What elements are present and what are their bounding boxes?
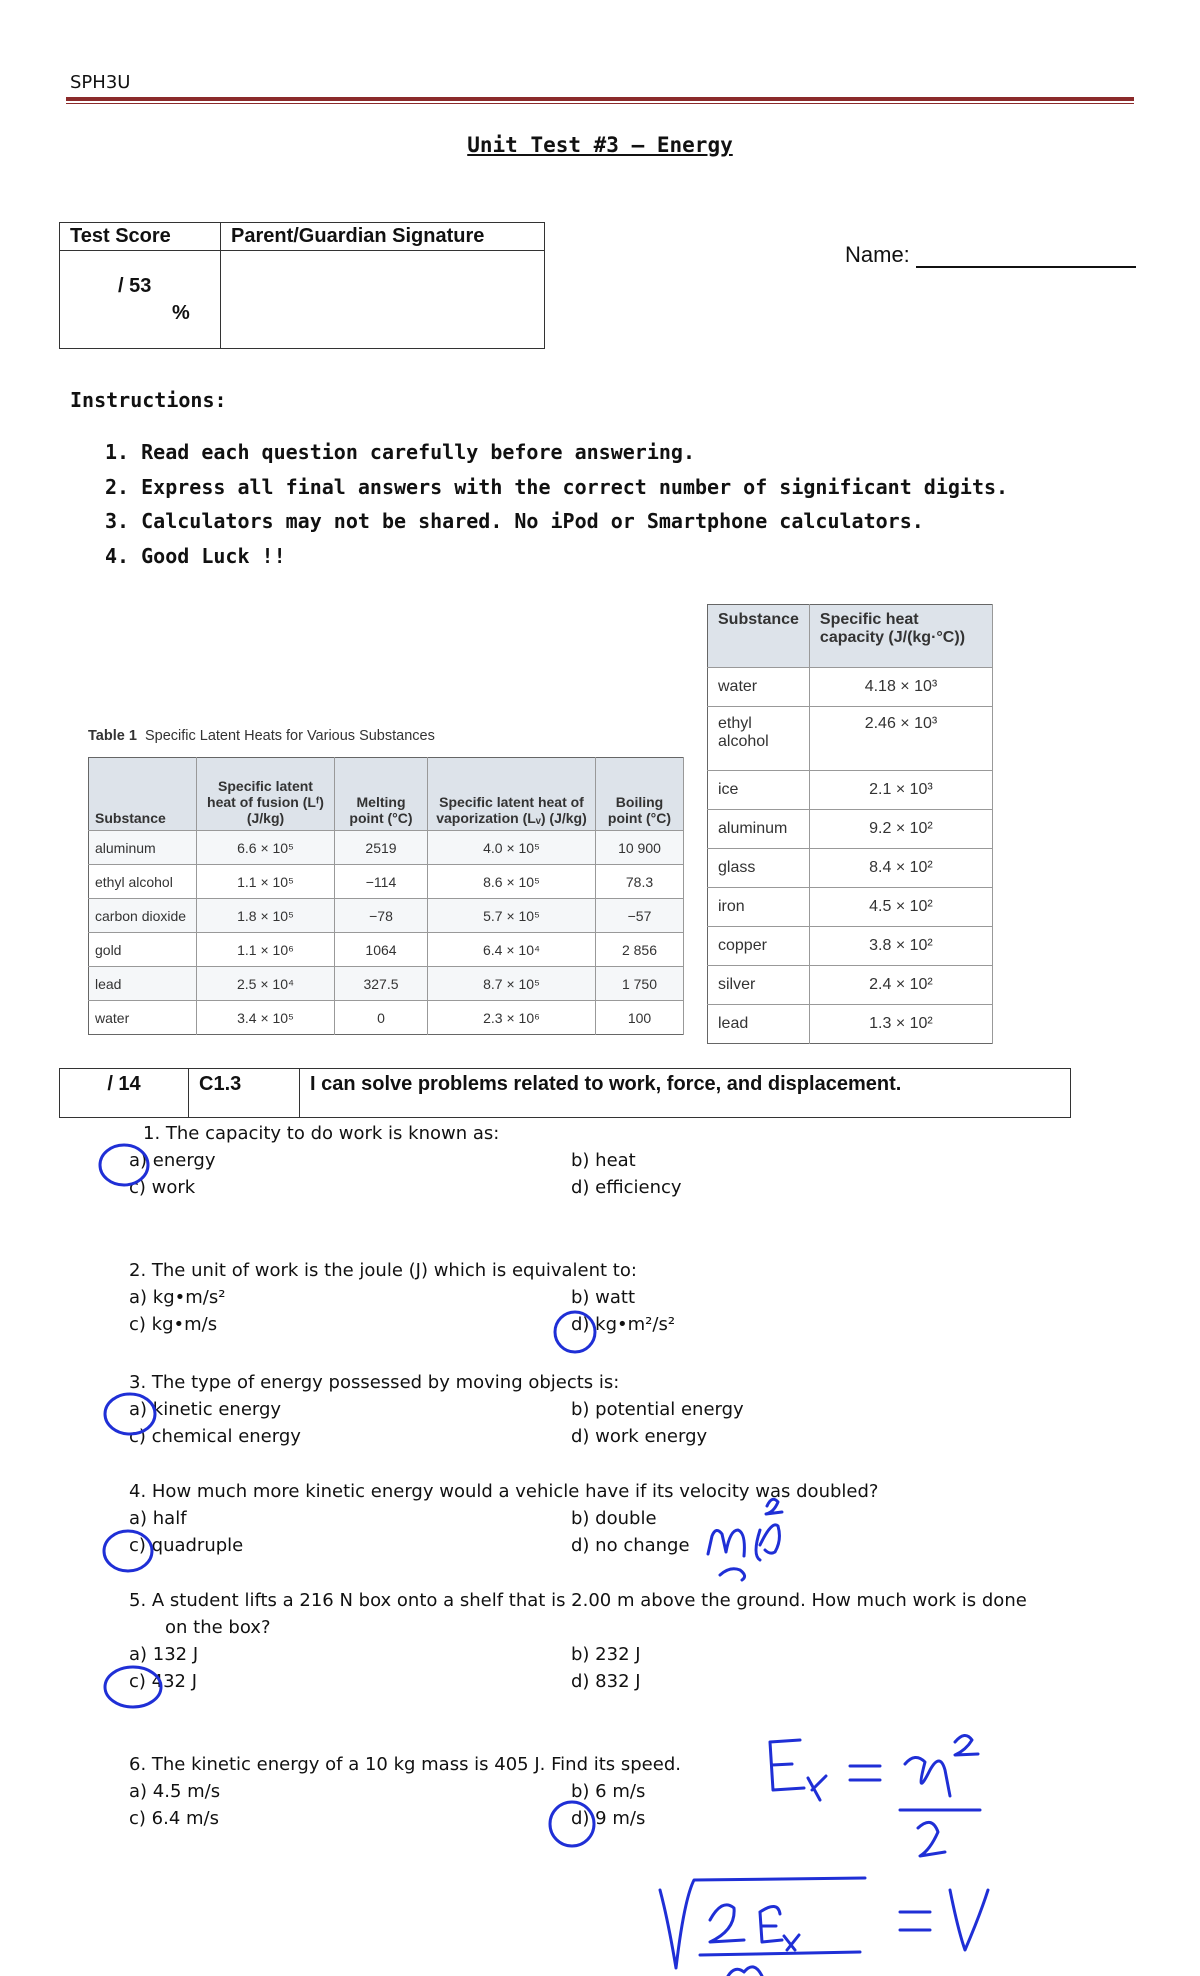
latent-cell: gold — [89, 933, 197, 967]
question-stem-cont: on the box? — [165, 1617, 271, 1638]
heat-cell: 4.5 × 10² — [809, 888, 992, 927]
question-stem: 6. The kinetic energy of a 10 kg mass is 405 J. Find its speed. — [129, 1754, 681, 1775]
instruction-item: 4. Good Luck !! — [105, 543, 286, 568]
signature-header: Parent/Guardian Signature — [221, 223, 545, 251]
question-stem: 3. The type of energy possessed by moving objects is: — [129, 1372, 620, 1393]
section-text: I can solve problems related to work, force, and displacement. — [300, 1069, 1071, 1118]
caption-label: Table 1 — [88, 728, 137, 744]
choice-d[interactable]: d) 832 J — [571, 1671, 641, 1692]
latent-cell: −114 — [335, 865, 428, 899]
score-header: Test Score — [60, 223, 221, 251]
choice-b[interactable]: b) 232 J — [571, 1644, 641, 1665]
heat-cell: 8.4 × 10² — [809, 849, 992, 888]
latent-cell: 5.7 × 10⁵ — [428, 899, 596, 933]
latent-cell: 2.3 × 10⁶ — [428, 1001, 596, 1035]
caption-text: Specific Latent Heats for Various Substances — [144, 728, 435, 744]
instructions-heading: Instructions: — [70, 388, 227, 412]
choice-d[interactable]: d) work energy — [571, 1426, 708, 1447]
handwritten-ek-equation — [770, 1735, 980, 1856]
choice-c[interactable]: c) quadruple — [129, 1535, 244, 1556]
latent-cell: 1.8 × 10⁵ — [197, 899, 335, 933]
latent-cell: −78 — [335, 899, 428, 933]
choice-c[interactable]: c) kg•m/s — [129, 1314, 218, 1335]
latent-cell: 1 750 — [596, 967, 684, 1001]
latent-col: Specific latent heat of vaporization (Lᵥ) (J/kg) — [428, 758, 596, 831]
answer-circle — [105, 1667, 161, 1707]
answer-circle — [550, 1802, 594, 1846]
answer-circle — [555, 1312, 595, 1352]
latent-cell: 0 — [335, 1001, 428, 1035]
choice-b[interactable]: b) 6 m/s — [571, 1781, 646, 1802]
latent-cell: ethyl alcohol — [89, 865, 197, 899]
section-code: C1.3 — [189, 1069, 300, 1118]
question-stem: 4. How much more kinetic energy would a vehicle have if its velocity was doubled? — [129, 1481, 879, 1502]
heat-cell: 4.18 × 10³ — [809, 668, 992, 707]
latent-cell: 6.6 × 10⁵ — [197, 831, 335, 865]
latent-cell: 3.4 × 10⁵ — [197, 1001, 335, 1035]
heat-cell: glass — [708, 849, 810, 888]
heat-cell: water — [708, 668, 810, 707]
choice-a[interactable]: a) half — [129, 1508, 187, 1529]
instruction-item: 3. Calculators may not be shared. No iPod or Smartphone calculators. — [105, 509, 924, 533]
heat-cell: lead — [708, 1005, 810, 1044]
heat-cell: 2.4 × 10² — [809, 966, 992, 1005]
heat-cell: 3.8 × 10² — [809, 927, 992, 966]
latent-cell: 8.7 × 10⁵ — [428, 967, 596, 1001]
heat-cell: aluminum — [708, 810, 810, 849]
choice-b[interactable]: b) double — [571, 1508, 657, 1529]
latent-cell: 4.0 × 10⁵ — [428, 831, 596, 865]
choice-d[interactable]: d) no change — [571, 1535, 690, 1556]
choice-d[interactable]: d) kg•m²/s² — [571, 1314, 676, 1335]
heat-cell: 2.1 × 10³ — [809, 771, 992, 810]
heat-cell: 9.2 × 10² — [809, 810, 992, 849]
latent-cell: 1.1 × 10⁶ — [197, 933, 335, 967]
heat-cell: 1.3 × 10² — [809, 1005, 992, 1044]
heat-col-substance: Substance — [708, 605, 810, 668]
choice-a[interactable]: a) kinetic energy — [129, 1399, 282, 1420]
heat-cell: ethyl alcohol — [708, 707, 810, 771]
choice-a[interactable]: a) kg•m/s² — [129, 1287, 226, 1308]
question-stem: 2. The unit of work is the joule (J) which is equivalent to: — [129, 1260, 637, 1281]
choice-d[interactable]: d) efficiency — [571, 1177, 682, 1198]
instruction-item: 2. Express all final answers with the correct number of significant digits. — [105, 474, 1009, 499]
choice-b[interactable]: b) watt — [571, 1287, 636, 1308]
instruction-item: 1. Read each question carefully before answering. — [105, 440, 696, 464]
latent-cell: 2.5 × 10⁴ — [197, 967, 335, 1001]
choice-b[interactable]: b) potential energy — [571, 1399, 744, 1420]
choice-c[interactable]: c) chemical energy — [129, 1426, 301, 1447]
answer-circle — [105, 1394, 155, 1434]
choice-a[interactable]: a) energy — [129, 1150, 216, 1171]
heat-cell: silver — [708, 966, 810, 1005]
latent-col: Specific latent heat of fusion (Lᶠ) (J/kg) — [197, 758, 335, 831]
latent-cell: 2 856 — [596, 933, 684, 967]
latent-cell: 2519 — [335, 831, 428, 865]
choice-c[interactable]: c) 6.4 m/s — [129, 1808, 219, 1829]
choice-a[interactable]: a) 132 J — [129, 1644, 199, 1665]
latent-cell: water — [89, 1001, 197, 1035]
answer-circle — [104, 1531, 152, 1571]
latent-col: Substance — [89, 758, 197, 831]
latent-cell: 78.3 — [596, 865, 684, 899]
heat-cell: 2.46 × 10³ — [809, 707, 992, 771]
latent-cell: 6.4 × 10⁴ — [428, 933, 596, 967]
choice-b[interactable]: b) heat — [571, 1150, 636, 1171]
latent-cell: 327.5 — [335, 967, 428, 1001]
latent-cell: 1064 — [335, 933, 428, 967]
choice-d[interactable]: d) 9 m/s — [571, 1808, 646, 1829]
course-code: SPH3U — [70, 72, 131, 93]
page-title: Unit Test #3 – Energy — [467, 133, 733, 157]
heat-col-capacity: Specific heat capacity (J/(kg·°C)) — [809, 605, 992, 668]
latent-cell: lead — [89, 967, 197, 1001]
score-value: / 53 — [118, 275, 152, 297]
latent-cell: carbon dioxide — [89, 899, 197, 933]
choice-c[interactable]: c) 432 J — [129, 1671, 198, 1692]
choice-a[interactable]: a) 4.5 m/s — [129, 1781, 221, 1802]
latent-cell: −57 — [596, 899, 684, 933]
latent-cell: aluminum — [89, 831, 197, 865]
latent-cell: 1.1 × 10⁵ — [197, 865, 335, 899]
handwritten-sqrt-equation — [660, 1878, 988, 1976]
choice-c[interactable]: c) work — [129, 1177, 196, 1198]
latent-col: Boiling point (°C) — [596, 758, 684, 831]
latent-cell: 8.6 × 10⁵ — [428, 865, 596, 899]
heat-cell: ice — [708, 771, 810, 810]
name-label: Name: — [845, 242, 910, 267]
heat-cell: iron — [708, 888, 810, 927]
latent-cell: 100 — [596, 1001, 684, 1035]
answer-circle — [100, 1145, 148, 1185]
section-score: / 14 — [60, 1069, 189, 1118]
score-percent: % — [172, 302, 190, 324]
question-stem: 5. A student lifts a 216 N box onto a shelf that is 2.00 m above the ground. How much work is done — [129, 1590, 1027, 1611]
latent-col: Melting point (°C) — [335, 758, 428, 831]
latent-cell: 10 900 — [596, 831, 684, 865]
question-stem: 1. The capacity to do work is known as: — [143, 1123, 500, 1144]
handwritten-mv2-over-2 — [708, 1499, 782, 1580]
heat-cell: copper — [708, 927, 810, 966]
